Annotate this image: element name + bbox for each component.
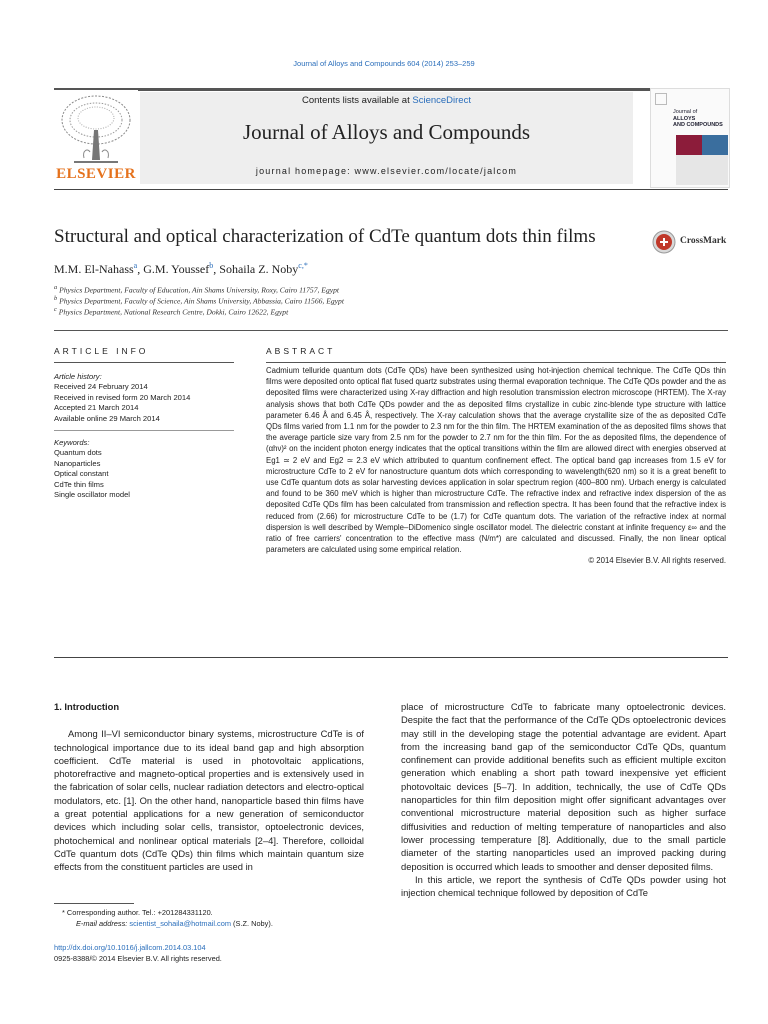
history-label: Article history:: [54, 372, 102, 381]
section-heading-introduction: 1. Introduction: [54, 701, 120, 712]
footnote-block: [54, 907, 364, 929]
journal-title: Journal of Alloys and Compounds: [243, 120, 530, 144]
body-left-column: [54, 700, 364, 874]
cover-blue-block: [702, 135, 728, 155]
author-list: M.M. El-Nahass$^a$, G.M. Youssef$^b$, Sohaila Z. Noby$^{c,*}$: [54, 261, 308, 276]
keyword-item: Single oscillator model: [54, 490, 130, 500]
keyword-item: CdTe thin films: [54, 479, 104, 489]
article-info-heading: ARTICLE INFO: [54, 346, 149, 356]
affiliation-c: [54, 306, 288, 317]
history-accepted: Accepted 21 March 2014: [54, 403, 139, 413]
author-name: G.M. Youssef: [143, 262, 210, 276]
article-info-rule: [54, 362, 234, 363]
keywords-divider: [54, 430, 234, 431]
doi-block: [54, 942, 364, 964]
journal-citation-link[interactable]: Journal of Alloys and Compounds 604 (2014) 253–259: [293, 59, 475, 68]
elsevier-wordmark: ELSEVIER: [56, 166, 136, 182]
abstract-copyright: © 2014 Elsevier B.V. All rights reserved.: [588, 556, 726, 566]
article-title: Structural and optical characterization of CdTe quantum dots thin films: [54, 226, 596, 247]
abstract-text: Cadmium telluride quantum dots (CdTe QDs) have been synthesized using hot-injection chemical technique. The CdTe QDs thin films were deposited onto optical flat fused quartz substrates using thermal evaporation technique. The CdTe QDs powder and the as deposited films were characterized using X-ray diffraction and high resolution transmission electron microscope (HRTEM). The X-ray analysis shows that both CdTe QDs powder and the as deposited films crystallize in cubic zinc-blende type structure with lattice parameter 6.46 Å and 6.45 Å, respectively. The X-ray calculation shows that the average crystallite size of the as deposited CdTe QDs films varied from 1.1 nm for the powder to 2.3 nm for the thin film. The HRTEM examination of the as deposited films shows that the average particle size vary from 2.5 nm for the powder to 2.7 nm for the thin film. For the as deposited films, the dependence of (αhν)² on the incident photon energy indicates that the optical transitions within the film are allowed direct with energies observed at Eg1 ≃ 2 eV and Eg2 ≃ 2.3 eV which attributed to quantum confinement effect. The optical band gap increases from 1.5 eV for microstructure CdTe to 2 eV for nanostructure quantum dots which corresponding to wavelength(620 nm) so it is a great benefit to use CdTe quantum dots as solar harvesting devices application in solar spectrum region (400–800 nm). Urbach energy is calculated and found to be 360 meV which is higher than microstructure CdTe. The refractive index and refractive index dispersion of the as deposited CdTe QDs film has been calculated from transmission and reflection spectra. It has been found that the refractive index is reduced from (2.66) for microstructure CdTe to be (1.7) for CdTe quantum dots. The variation of the refractive index at normal dispersion is well described by Wemple–DiDomenico single oscillator model. The dielectric constant at infinite frequency ε∞ and the ratio of free carriers' concentration to the effective mass (N/m*) are calculated and discussed. Finally, the non linear optical parameters are calculated using some empirical relation.: [266, 366, 726, 555]
email-suffix: (S.Z. Noby).: [230, 919, 273, 928]
affiliation-b: [54, 295, 344, 306]
journal-homepage[interactable]: journal homepage: www.elsevier.com/locate/jalcom: [255, 166, 518, 176]
history-received: Received 24 February 2014: [54, 382, 148, 392]
cover-grey-block: [676, 155, 728, 185]
contents-line: [140, 95, 633, 106]
affiliation-mark: a: [54, 284, 58, 291]
author-affiliation-mark[interactable]: c,*: [298, 261, 308, 270]
affiliation-mark: c: [54, 306, 57, 313]
affiliation-text: Physics Department, National Research Centre, Dokki, Cairo 12622, Egypt: [58, 307, 289, 317]
affiliation-text: Physics Department, Faculty of Education, Ain Shams University, Roxy, Cairo 11757, Egypt: [59, 285, 340, 295]
crossmark-label: CrossMark: [680, 236, 727, 246]
doi-link[interactable]: http://dx.doi.org/10.1016/j.jallcom.2014.03.104: [54, 943, 206, 952]
header-top-rule: [54, 88, 714, 91]
issn-copyright: 0925-8388/© 2014 Elsevier B.V. All rights reserved.: [54, 954, 222, 963]
author-name: M.M. El-Nahass: [54, 262, 134, 276]
journal-cover-thumbnail: [650, 88, 730, 188]
affiliation-text: Physics Department, Faculty of Science, Ain Shams University, Abbassia, Cairo 11566, Egypt: [59, 296, 344, 306]
cover-title-line-2: ALLOYS: [673, 115, 696, 122]
keywords-label: Keywords:: [54, 438, 90, 448]
front-matter-bottom-rule: [54, 657, 728, 658]
author-affiliation-mark[interactable]: b: [209, 261, 214, 270]
intro-paragraph-1: Among II–VI semiconductor binary systems, microstructure CdTe is of technological importance due to its ideal band gap and high absorption coefficient. CdTe material is used in photovoltaic applications, photorefractive and magneto-optical properties and is extensively used in the fabrication of solar cells, nuclear radiation detectors and electro-optical modulators, etc. [1]. On the other hand, nanoparticle based thin films have a great potential applications for a new generation of semiconductor devices which including solar cells, transistor, optoelectronic devices, photochemical and nonlinear optical materials [2–4]. Therefore, colloidal CdTe quantum dots (CdTe QDs) thin films which maintain quantum size effects from the constituent particles are used in: [54, 728, 364, 873]
header-bottom-rule: [54, 189, 728, 190]
crossmark-icon: [652, 230, 676, 254]
email-label: E-mail address:: [76, 919, 130, 928]
affiliation-a: [54, 284, 339, 295]
abstract-heading: ABSTRACT: [266, 346, 336, 356]
history-online: Available online 29 March 2014: [54, 413, 160, 423]
sciencedirect-link[interactable]: ScienceDirect: [412, 95, 471, 106]
corresponding-author-note: * Corresponding author. Tel.: +201284331120.: [62, 908, 213, 917]
footnote-rule: [54, 903, 134, 904]
email-link[interactable]: scientist_sohaila@hotmail.com: [129, 919, 231, 928]
history-revised: Received in revised form 20 March 2014: [54, 392, 191, 402]
cover-logo-mark: [655, 93, 667, 105]
contents-prefix: Contents lists available at: [302, 95, 413, 106]
cover-title-line-1: Journal of: [673, 109, 698, 115]
intro-paragraph-3: In this article, we report the synthesis of CdTe QDs powder using hot injection chemical technique followed by deposition of CdTe: [401, 873, 726, 899]
keyword-item: Nanoparticles: [54, 458, 101, 468]
abstract-rule: [266, 362, 726, 363]
intro-paragraph-2: place of microstructure CdTe to fabricate many optoelectronic devices. Despite the fact that the performance of the CdTe QDs optoelectronic devices may still in the developing stage the potential advantage are evident. Apart from the increasing band gap of the semiconductor CdTe QDs, quantum confinement can provide additional benefits such as efficient multiple exciton generation which enabling a short path toward inexpensive yet efficient photovoltaic devices [5–7]. In addition, technically, the use of CdTe QDs nanoparticles for thin film deposition might offer significant advantages over conventional microstructure material deposition such as higher surface diffusivities and reduction of melting temperature of nanoparticles and also lower processing temperature [8]. Additionally, due to the small particle diameter of the starting nanoparticles used an improved packing during deposition is occurred which leads to smoother and denser deposited films.: [401, 701, 726, 872]
abstract-block: [266, 365, 726, 567]
affiliation-mark: b: [54, 295, 58, 302]
cover-title-line-3: AND COMPOUNDS: [673, 122, 723, 128]
affiliation-bottom-rule: [54, 330, 728, 331]
body-right-column: [401, 700, 726, 899]
author-affiliation-mark[interactable]: a: [133, 261, 138, 270]
author-name: Sohaila Z. Noby: [219, 262, 299, 276]
article-info-block: [54, 372, 234, 500]
keyword-item: Optical constant: [54, 469, 109, 479]
keyword-item: Quantum dots: [54, 448, 102, 458]
cover-red-block: [676, 135, 702, 155]
email-note: [54, 918, 364, 929]
crossmark-badge[interactable]: [652, 230, 727, 259]
